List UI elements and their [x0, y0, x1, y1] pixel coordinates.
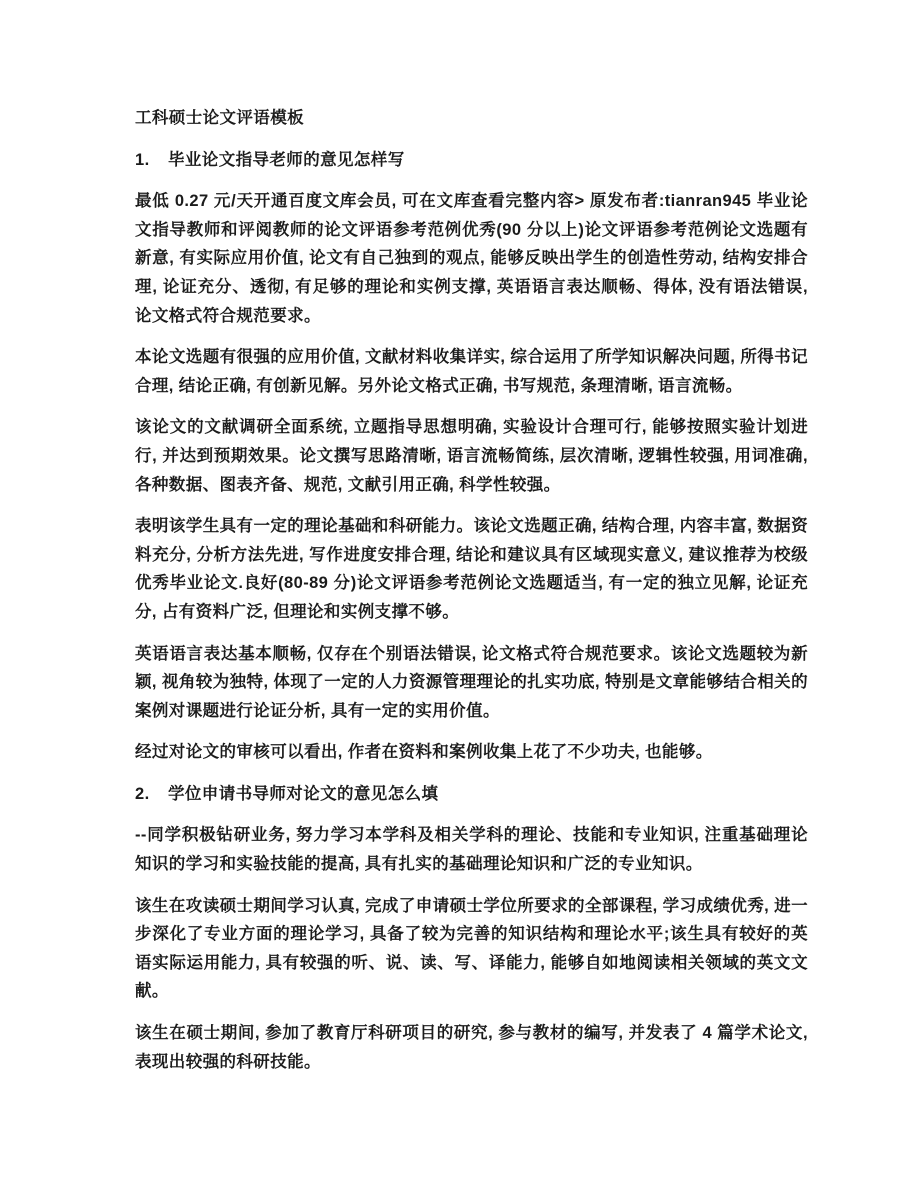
- section-1-paragraph-4: 表明该学生具有一定的理论基础和科研能力。该论文选题正确, 结构合理, 内容丰富, 数据资料充分, 分析方法先进, 写作进度安排合理, 结论和建议具有区域现实意义, 建议推荐为校级优秀毕业论文.良好(80-89 分)论文评语参考范例论文选题适当, 有一定的独立见解, 论证充分, 占有资料广泛, 但理论和实例支撑不够。: [135, 517, 808, 621]
- section-1-number: 1.: [135, 150, 150, 169]
- section-2-number: 2.: [135, 784, 150, 803]
- section-2-paragraph-3: 该生在硕士期间, 参加了教育厅科研项目的研究, 参与教材的编写, 并发表了 4 篇学术论文, 表现出较强的科研技能。: [135, 1024, 808, 1071]
- section-2-heading: [135, 780, 808, 809]
- page-title: 工科硕士论文评语模板: [135, 109, 304, 127]
- section-1-paragraph-2: 本论文选题有很强的应用价值, 文献材料收集详实, 综合运用了所学知识解决问题, 所得书记合理, 结论正确, 有创新见解。另外论文格式正确, 书写规范, 条理清晰, 语言流畅。: [135, 348, 808, 395]
- section-1-paragraph-3: 该论文的文献调研全面系统, 立题指导思想明确, 实验设计合理可行, 能够按照实验计划进行, 并达到预期效果。论文撰写思路清晰, 语言流畅简练, 层次清晰, 逻辑性较强, 用词准确, 各种数据、图表齐备、规范, 文献引用正确, 科学性较强。: [135, 418, 808, 494]
- section-1-paragraph-1: 最低 0.27 元/天开通百度文库会员, 可在文库查看完整内容> 原发布者:tianran945 毕业论文指导教师和评阅教师的论文评语参考范例优秀(90 分以上)论文评语参考范例论文选题有新意, 有实际应用价值, 论文有自己独到的观点, 能够反映出学生的创造性劳动, 结构安排合理, 论证充分、透彻, 有足够的理论和实例支撑, 英语语言表达顺畅、得体, 没有语法错误, 论文格式符合规范要求。: [135, 192, 808, 325]
- section-2-paragraph-1: --同学积极钻研业务, 努力学习本学科及相关学科的理论、技能和专业知识, 注重基础理论知识的学习和实验技能的提高, 具有扎实的基础理论知识和广泛的专业知识。: [135, 826, 808, 874]
- section-1-heading: [135, 146, 808, 175]
- section-2-paragraph-2: 该生在攻读硕士期间学习认真, 完成了申请硕士学位所要求的全部课程, 学习成绩优秀, 进一步深化了专业方面的理论学习, 具备了较为完善的知识结构和理论水平;该生具有较好的英语实际运用能力, 具有较强的听、说、读、写、译能力, 能够自如地阅读相关领域的英文文献。: [135, 896, 808, 1001]
- section-1-paragraph-6: 经过对论文的审核可以看出, 作者在资料和案例收集上花了不少功夫, 也能够。: [135, 743, 713, 762]
- section-2-heading-text: 学位申请书导师对论文的意见怎么填: [168, 784, 439, 803]
- section-1-paragraph-5: 英语语言表达基本顺畅, 仅存在个别语法错误, 论文格式符合规范要求。该论文选题较为新颖, 视角较为独特, 体现了一定的人力资源管理理论的扎实功底, 特别是文章能够结合相关的案例对课题进行论证分析, 具有一定的实用价值。: [135, 644, 808, 720]
- section-1-heading-text: 毕业论文指导老师的意见怎样写: [168, 150, 405, 169]
